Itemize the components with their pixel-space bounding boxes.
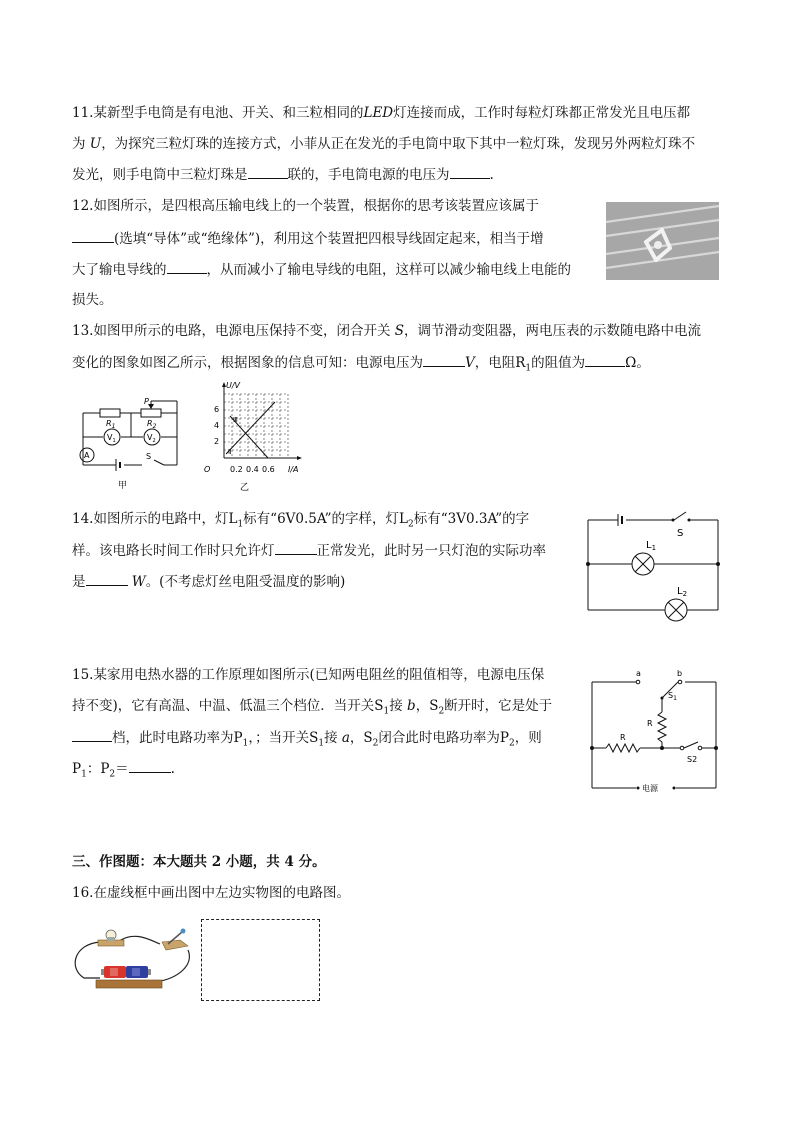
ammeter-label: A [84,451,90,460]
line-ii-label: Ⅱ [228,448,232,456]
origin-label: O [204,465,211,474]
v1-label: $V_1$ [107,433,116,444]
x-tick-02: 0.2 [230,465,243,474]
y-axis-label: U/V [226,381,241,390]
q11-line-2: 为 U，为探究三粒灯珠的连接方式，小菲从正在发光的手电筒中取下其中一粒灯珠，发现另外两粒灯珠不 [72,136,696,152]
r1-label: $R_1$ [106,419,116,430]
x-axis-label: I/A [288,465,299,474]
q12-line-4: 损失。 [72,292,113,308]
answer-blank[interactable] [72,228,114,243]
q15-line-3: 档，此时电路功率为$P_1$，；当开关$S_1$接 a，$S_2$闭合此时电路功率为$P_2$，则 [72,727,542,754]
switch-label: S [146,452,152,461]
figure-label-jia: 甲 [118,481,128,491]
q13-line-2: 变化的图象如图乙所示，根据图象的信息可知：电源电压为 V，电阻$R_1$的阻值为 Ω。 [72,352,650,379]
physical-circuit-picture [70,920,198,994]
q14-line-3: 是 W。(不考虑灯丝电阻受温度的影响) [72,571,345,592]
x-tick-04: 0.4 [246,465,259,474]
x-tick-06: 0.6 [262,465,275,474]
water-heater-circuit-diagram [586,664,726,792]
p-label: P [144,397,149,406]
q16-line-1: 16.在虚线框中画出图中左边实物图的电路图。 [72,885,350,901]
q12-line-3: 大了输电导线的 ，从而减小了输电导线的电阻，这样可以减少输电线上电能的 [72,259,571,280]
power-source-label: 电源 [642,784,658,792]
terminal-b-label: b [677,669,683,678]
power-line-spacer-photo [606,202,719,280]
line-iii-label: Ⅲ [233,416,238,424]
r-vertical-label: R [647,719,653,728]
figure-label-yi: 乙 [240,483,250,493]
section-3-heading: 三、作图题：本大题共 2 小题，共 4 分。 [72,854,326,870]
y-tick-4: 4 [214,421,220,430]
answer-blank[interactable] [423,352,465,367]
q15-line-4: $P_1$：$P_2=$ . [72,758,175,785]
q12-line-1: 12.如图所示，是四根高压输电线上的一个装置，根据你的思考该装置应该属于 [72,198,539,214]
r-horizontal-label: R [620,733,626,742]
l2-label: $L_2$ [677,586,688,598]
answer-blank[interactable] [450,164,490,179]
q14-line-1: 14.如图所示的电路中，灯$L_1$标有“6V0.5A”的字样，灯$L_2$标有“3V0.3A”的字 [72,511,530,530]
answer-blank[interactable] [129,758,171,773]
y-tick-6: 6 [214,405,220,414]
terminal-a-label: a [636,669,641,678]
s2-label: S2 [687,755,698,764]
q13-line-1: 13.如图甲所示的电路，电源电压保持不变，闭合开关 S，调节滑动变阻器，两电压表的示数随电路中电流 [72,323,702,339]
q15-line-2: 持不变)，它有高温、中温、低温三个档位．当开关$S_1$接 b，$S_2$断开时，它是处于 [72,698,553,717]
r2-label: $R_2$ [147,419,157,430]
answer-blank[interactable] [167,259,207,274]
answer-blank[interactable] [72,727,112,742]
switch-label: S [677,528,684,539]
answer-blank[interactable] [248,164,288,179]
q12-line-2: (选填“导体”或“绝缘体”)，利用这个装置把四根导线固定起来，相当于增 [72,228,544,249]
circuit-diagram-jia [76,393,184,493]
ui-graph-yi [200,380,312,496]
answer-blank[interactable] [86,571,128,586]
q11-line-3: 发光，则手电筒中三粒灯珠是 联的，手电筒电源的电压为 . [72,164,494,185]
q11-line-1: 11.某新型手电筒是有电池、开关、和三粒相同的LED灯连接而成，工作时每粒灯珠都正常发光且电压都 [72,105,691,121]
q15-line-1: 15.某家用电热水器的工作原理如图所示(已知两电阻丝的阻值相等，电源电压保 [72,667,545,683]
answer-blank[interactable] [585,352,625,367]
l1-label: $L_1$ [646,540,657,552]
s1-label: $S_1$ [668,691,677,702]
v2-label: $V_2$ [147,433,156,444]
q14-line-2: 样。该电路长时间工作时只允许灯 正常发光，此时另一只灯泡的实际功率 [72,540,546,561]
answer-blank[interactable] [275,540,317,555]
y-tick-2: 2 [214,437,220,446]
circuit-drawing-answer-box[interactable] [201,919,320,1001]
circuit-diagram-q14 [582,506,724,626]
